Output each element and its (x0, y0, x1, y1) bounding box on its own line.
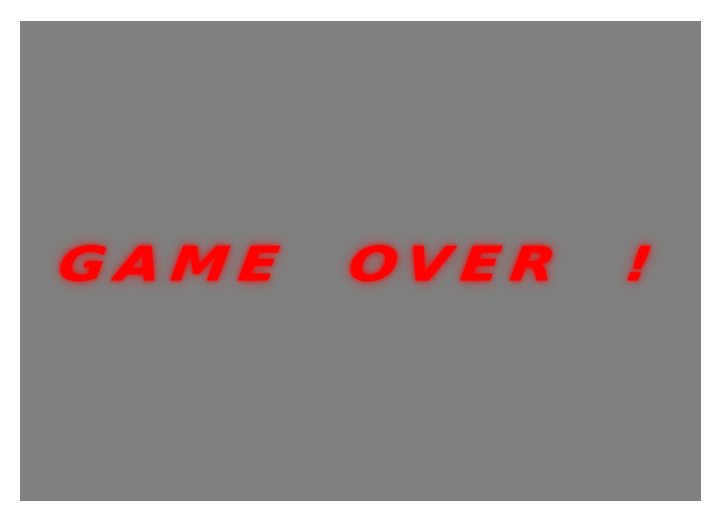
game-over-message: GAME OVER ! (54, 236, 667, 292)
game-canvas (20, 21, 701, 501)
